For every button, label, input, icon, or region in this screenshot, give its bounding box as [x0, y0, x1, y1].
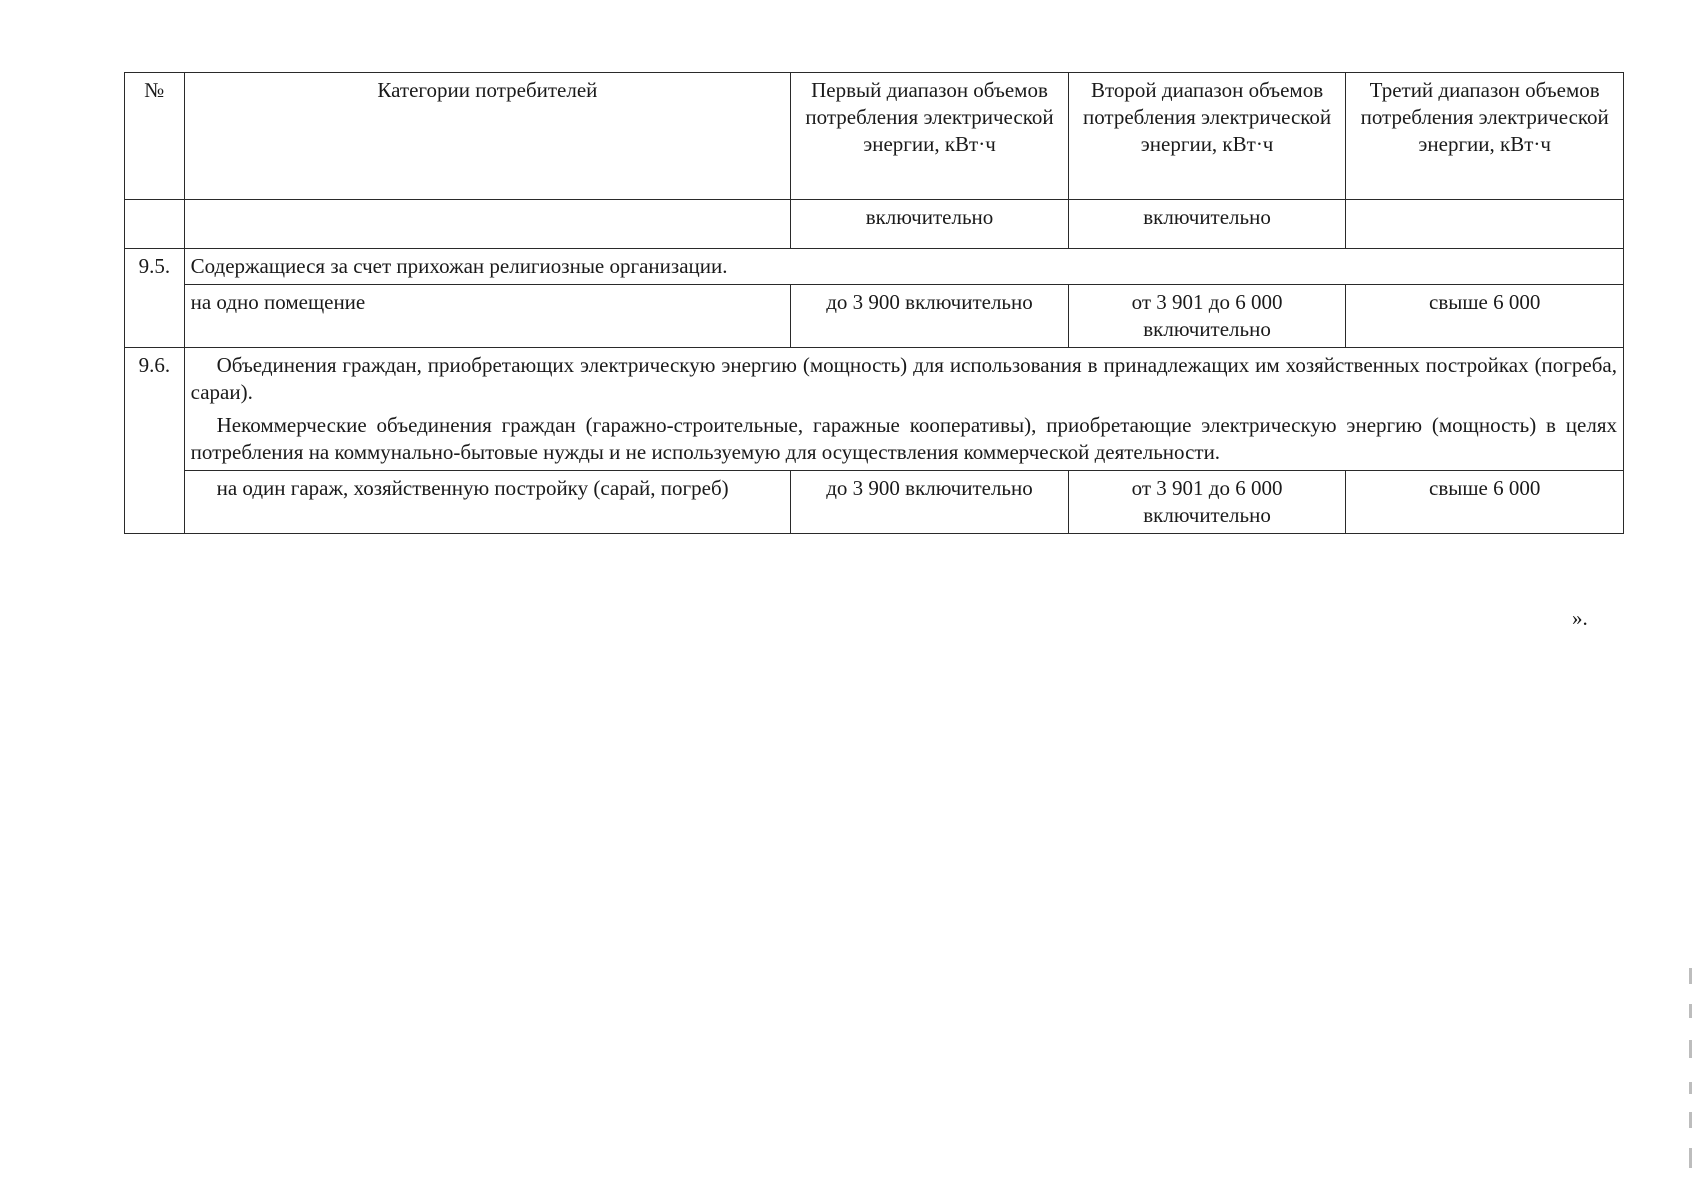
carry-over-number [125, 200, 185, 249]
carry-over-range-2: включительно [1068, 200, 1346, 249]
scan-artifact [1689, 1040, 1692, 1058]
scan-artifact [1689, 1148, 1692, 1168]
scan-artifact [1689, 1082, 1692, 1094]
section-9-6-category: на один гараж, хозяйственную постройку (сарай, погреб) [184, 471, 791, 534]
consumption-ranges-table [124, 72, 1624, 534]
scan-artifact [1689, 1004, 1692, 1018]
section-9-6-description [184, 348, 1623, 471]
carry-over-category [184, 200, 791, 249]
carry-over-range-3 [1346, 200, 1624, 249]
section-9-5-title: Содержащиеся за счет прихожан религиозные организации. [184, 249, 1623, 285]
header-range-3: Третий диапазон объемов потребления электрической энергии, кВт·ч [1346, 73, 1624, 200]
scan-artifact [1689, 1112, 1692, 1128]
section-9-6-paragraph-2: Некоммерческие объединения граждан (гаражно-строительные, гаражные кооперативы), приобретающие электрическую энергию (мощность) в целях потребления на коммунально-бытовые нужды и не используемую для осуществления коммерческой деятельности. [190, 413, 1617, 464]
closing-quote-mark: ». [1572, 606, 1588, 630]
section-9-6-range-1: до 3 900 включительно [791, 471, 1069, 534]
section-9-6-title-row [125, 348, 1624, 471]
section-9-5-range-1: до 3 900 включительно [791, 285, 1069, 348]
section-9-5-category: на одно помещение [184, 285, 791, 348]
section-9-5-range-2: от 3 901 до 6 000 включительно [1068, 285, 1346, 348]
section-9-5-data-row [125, 285, 1624, 348]
carry-over-range-1: включительно [791, 200, 1069, 249]
header-number: № [125, 73, 185, 200]
section-9-6-number: 9.6. [125, 348, 185, 534]
section-9-6-range-3: свыше 6 000 [1346, 471, 1624, 534]
section-9-6-range-2: от 3 901 до 6 000 включительно [1068, 471, 1346, 534]
header-category: Категории потребителей [184, 73, 791, 200]
scan-artifact [1689, 968, 1692, 984]
section-9-5-title-row [125, 249, 1624, 285]
carry-over-row [125, 200, 1624, 249]
table-header-row [125, 73, 1624, 200]
section-9-5-range-3: свыше 6 000 [1346, 285, 1624, 348]
section-9-6-data-row [125, 471, 1624, 534]
header-range-2: Второй диапазон объемов потребления электрической энергии, кВт·ч [1068, 73, 1346, 200]
section-9-6-paragraph-1: Объединения граждан, приобретающих электрическую энергию (мощность) для использования в принадлежащих им хозяйственных постройках (погреба, сараи). [190, 353, 1617, 404]
header-range-1: Первый диапазон объемов потребления электрической энергии, кВт·ч [791, 73, 1069, 200]
section-9-5-number: 9.5. [125, 249, 185, 348]
